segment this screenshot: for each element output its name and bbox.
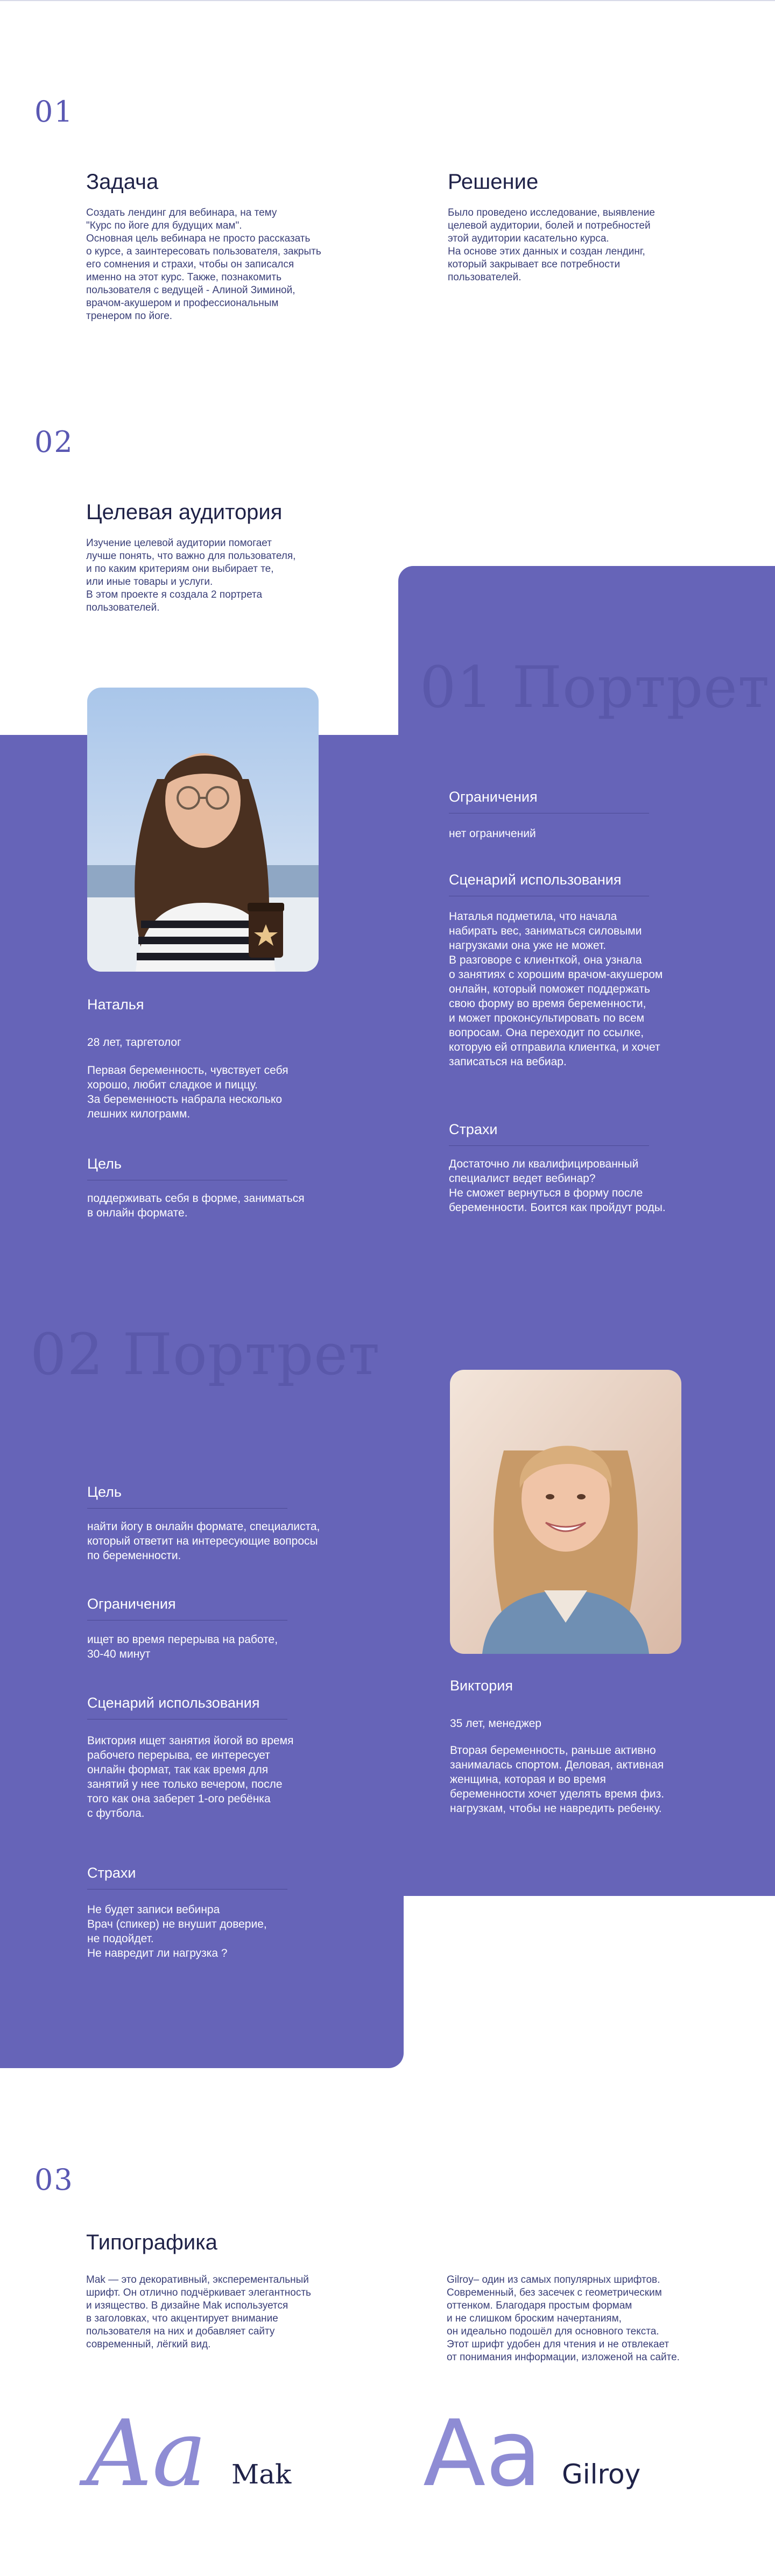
section-number-02: 02 xyxy=(34,425,74,459)
portrait2-fears-label: Страхи xyxy=(87,1865,136,1881)
solution-title: Решение xyxy=(448,170,539,194)
portrait1-photo xyxy=(87,688,319,972)
portrait1-fears-text: Достаточно ли квалифицированный специалист ведет вебинар? Не сможет вернуться в форму после беременности. Боится как пройдут роды. xyxy=(449,1158,666,1214)
audience-text: Изучение целевой аудитории помогает лучше понять, что важно для пользователя, и по каким критериям они выбирает те, или иные товары и услуги. В этом проекте я создала 2 портрета пользователей. xyxy=(86,537,296,613)
solution-text: Было проведено исследование, выявление целевой аудитории, болей и потребностей этой аудитории касательно курса. На основе этих данных и создан лендинг, который закрывает все потребности пользователей. xyxy=(448,207,655,283)
portrait1-limits-text: нет ограничений xyxy=(449,827,536,840)
portrait1-scenario-label: Сценарий использования xyxy=(449,872,622,888)
task-text: Создать лендинг для вебинара, на тему "Курс по йоге для будущих мам". Основная цель вебинара не просто рассказать о курсе, а заинтересовать пользователя, закрыть его сомнения и страхи, чтобы он записался именно на этот курс. Также, познакомить пользователя с ведущей - Алиной Зиминой, врачом-акушером и профессиональным тренером по йоге. xyxy=(86,207,321,322)
natalia-photo-illustration xyxy=(87,688,319,972)
victoria-photo-illustration xyxy=(450,1370,681,1654)
portrait2-limits-text: ищет во время перерыва на работе, 30-40 минут xyxy=(87,1633,278,1660)
typography-title: Типографика xyxy=(86,2231,217,2254)
portrait1-ghost-title: 01 Портрет xyxy=(420,654,770,720)
top-divider xyxy=(0,0,775,1)
portrait1-goal-text: поддерживать себя в форме, заниматься в онлайн формате. xyxy=(87,1192,305,1219)
portrait2-scenario-label: Сценарий использования xyxy=(87,1695,260,1711)
portrait1-name: Наталья xyxy=(87,996,144,1013)
portrait1-fears-label: Страхи xyxy=(449,1121,498,1137)
mak-description: Mak — это декоративный, эксперементальный шрифт. Он отлично подчёркивает элегантность и изящество. В дизайне Mak используется в заголовках, что акцентирует внимание пользователя на них и добавляет сайту современный, лёгкий вид. xyxy=(86,2274,311,2350)
task-title: Задача xyxy=(86,170,159,194)
portrait2-name: Виктория xyxy=(450,1678,513,1694)
portrait2-bio: Вторая беременность, раньше активно занималась спортом. Деловая, активная женщина, которая и во время беременности хочет уделять время физ. нагрузкам, чтобы не навредить ребенку. xyxy=(450,1744,665,1815)
gilroy-description: Gilroy– один из самых популярных шрифтов. Современный, без засечек с геометрическим оттенком. Благодаря простым формам и не слишком броским начертаниям, он идеально подошёл для основного текста. Этот шрифт удобен для чтения и не отвлекает от понимания информации, изложеной на сайте. xyxy=(447,2274,680,2363)
portrait2-age: 35 лет, менеджер xyxy=(450,1717,541,1730)
portrait1-fears-divider xyxy=(449,1145,649,1146)
portrait2-goal-label: Цель xyxy=(87,1484,122,1500)
portrait2-goal-text: найти йогу в онлайн формате, специалиста, который ответит на интересующие вопросы по беременности. xyxy=(87,1520,320,1562)
mak-font-name: Mak xyxy=(231,2459,292,2490)
audience-title: Целевая аудитория xyxy=(86,500,283,524)
portrait2-limits-label: Ограничения xyxy=(87,1596,176,1612)
portrait2-scenario-text: Виктория ищет занятия йогой во время рабочего перерыва, ее интересует онлайн формат, так как время для занятий у нее только вечером, после того как она заберет 1-ого ребёнка с футбола. xyxy=(87,1735,294,1820)
portrait1-goal-label: Цель xyxy=(87,1156,122,1172)
portrait1-age: 28 лет, таргетолог xyxy=(87,1036,181,1049)
portrait2-fears-text: Не будет записи вебинра Врач (спикер) не внушит доверие, не подойдет. Не навредит ли нагрузка ? xyxy=(87,1903,267,1959)
portrait1-scenario-text: Наталья подметила, что начала набирать вес, заниматься силовыми нагрузками она уже не может. В разговоре с клиенткой, она узнала о занятиях с хорошим врачом-акушером онлайн, который поможет поддержать свою форму во время беременности, и может проконсультировать по всем вопросам. Она переходит по ссылке, которую ей отправила клиентка, и хочет записаться на вебиар. xyxy=(449,910,663,1068)
section-number-03: 03 xyxy=(34,2163,74,2197)
gilroy-font-name: Gilroy xyxy=(562,2459,641,2490)
gilroy-sample-glyphs: Aa xyxy=(423,2401,542,2507)
portrait1-bio: Первая беременность, чувствует себя хорошо, любит сладкое и пиццу. За беременность набрала несколько лешних килограмм. xyxy=(87,1064,288,1120)
portrait1-limits-label: Ограничения xyxy=(449,789,538,805)
portrait1-panel xyxy=(398,566,775,1896)
section-number-01: 01 xyxy=(34,95,74,129)
portrait2-goal-divider xyxy=(87,1508,287,1509)
portrait2-ghost-title: 02 Портрет xyxy=(30,1321,381,1388)
mak-sample-glyphs: Aa xyxy=(86,2401,207,2507)
portrait2-photo xyxy=(450,1370,681,1654)
